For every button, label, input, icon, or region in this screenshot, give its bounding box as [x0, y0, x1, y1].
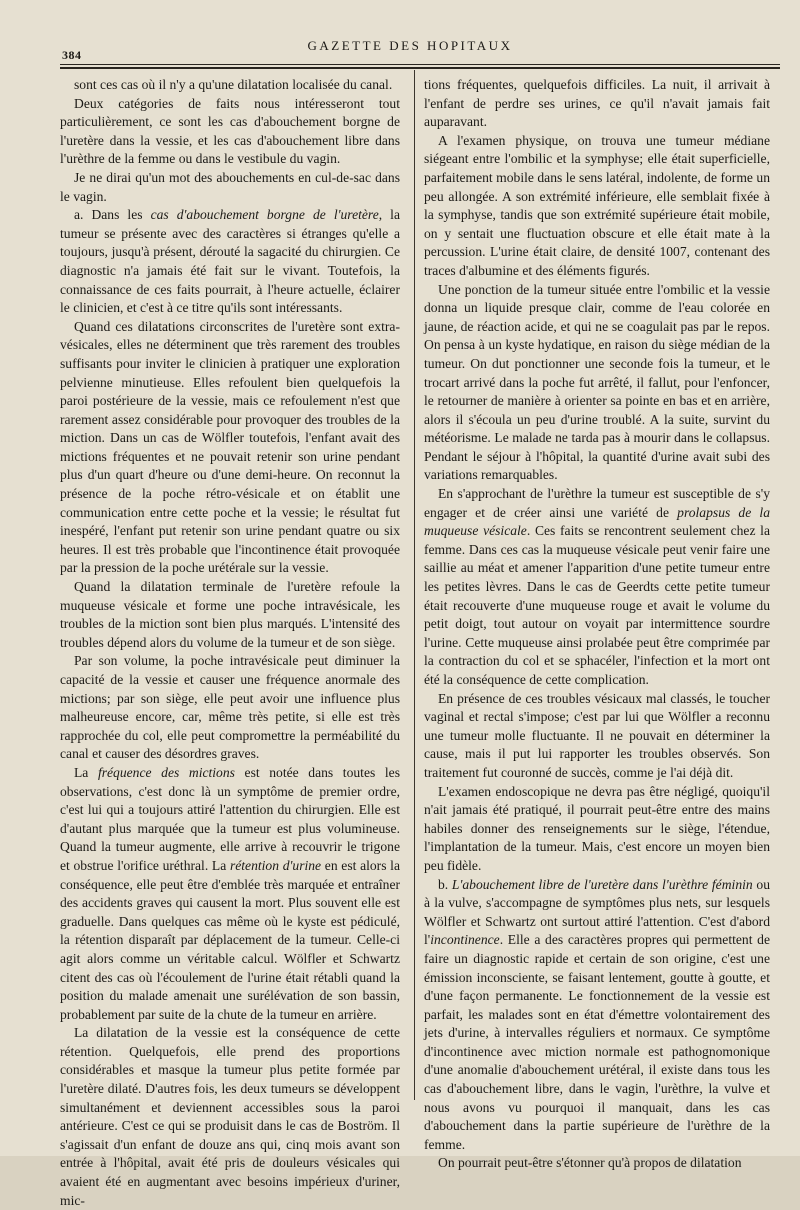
header-rule-thick — [60, 67, 780, 69]
paragraph-text: sont ces cas où il n'y a qu'une dilatation localisée du canal. — [74, 77, 393, 92]
paragraph-text: L'examen endoscopique ne devra pas être négligé, quoiqu'il n'ait jamais été pratiqué, il pourrait peut-être entre des mains habiles donner des renseignements sur le siège, l'étendue, l'implantation de la tumeur. Mais, c'est encore un moyen bien peu fidèle. — [424, 783, 770, 873]
paragraph — [424, 132, 770, 281]
paragraph-text: A l'examen physique, on trouva une tumeur médiane siégeant entre l'ombilic et la symphyse; elle était superficielle, parfaitement mobile dans le sens latéral, indolente, de forme un peu allongée. A son extrémité inférieure, elle semblait fixée à la symphyse, tandis que son extrémité supérieure était mobile, on y sentait une fluctuation obscure et elle était mate à la percussion. L'urine était claire, de densité 1007, contenant des traces d'albumine et des éléments figurés. — [424, 132, 770, 278]
paragraph-text: Quand ces dilatations circonscrites de l'uretère sont extra-vésicales, elles ne déterminent que très rarement des troubles suffisants pour inviter le clinicien à pratiquer une exploration pelvienne minutieuse. Elles refoulent bien quelquefois la paroi postérieure de la vessie, mais ce refoulement n'est que rarement assez considérable pour provoquer des troubles de la miction. Dans un cas de Wölfler toutefois, l'enfant avait des mictions fréquentes et ne pouvait retenir son urine pendant plus d'un quart d'heure ou d'une demi-heure. On reconnut la présence de la poche rétro-vésicale et on établit une communication entre cette poche et la vessie; le résultat fut inespéré, l'enfant put retenir son urine pendant quatre ou six heures. Il est très probable que l'incontinence était provoquée par la pression de la poche urétérale sur la vessie. — [60, 318, 400, 576]
paragraph — [424, 1154, 770, 1173]
italic-phrase: fréquence des mictions — [97, 764, 235, 780]
paragraph-text: Quand la dilatation terminale de l'uretère refoule la muqueuse vésicale et forme une poche intravésicale, les troubles de la miction sont bien plus marqués. L'intensité des troubles dépend alors du volume de la tumeur et de son siège. — [60, 579, 400, 650]
paragraph — [60, 76, 400, 95]
paragraph — [60, 578, 400, 652]
paragraph-text: La dilatation de la vessie est la conséquence de cette rétention. Quelquefois, elle prend des proportions considérables et masque la tumeur plus petite formée par l'uretère dilaté. D'autres fois, les deux tumeurs se développent simultanément et deviennent accessibles sous la paroi antérieure. C'est ce qui se produisit dans le cas de Boström. Il s'agissait d'un enfant de douze ans qui, cinq mois avant son entrée à l'hôpital, avait été pris de douleurs vésicales qui avaient été en augmentant avec besoins impérieux d'uriner, mic- — [60, 1025, 400, 1208]
italic-phrase: rétention d'urine — [229, 857, 322, 873]
paragraph-text: en est alors la conséquence, elle peut être d'emblée très marquée et entraîner des accidents graves qui causent la mort. Plus souvent elle est graduelle. Dans quelques cas même où le kyste est pédiculé, la rétention disparaît par déplacement de la tumeur. Celle-ci agit alors comme un véritable calcul. Wölfler et Schwartz citent des cas où l'écoulement de l'urine était rétabli quand la position du malade amenait une surélévation de son bassin, probablement par suite de la chute de la tumeur en arrière. — [60, 857, 400, 1022]
paragraph-text: Par son volume, la poche intravésicale peut diminuer la capacité de la vessie et causer une fréquence anormale des mictions; par son siège, elle peut avoir une influence plus malheureuse encore, car, même très petite, si elle est très rapprochée du col, elle peut compromettre la perméabilité du canal et causer des désordres graves. — [60, 653, 400, 762]
paragraph-text: tions fréquentes, quelquefois difficiles. La nuit, il arrivait à l'enfant de perdre ses urines, ce qu'il n'avait jamais fait auparavant. — [424, 77, 770, 130]
paragraph — [60, 1024, 400, 1210]
running-head: GAZETTE DES HOPITAUX — [307, 38, 513, 53]
paragraph-text: En s'approchant de l'urèthre la tumeur est susceptible de s'y engager et de créer ainsi une variété de — [424, 486, 770, 520]
paragraph-text: est notée dans toutes les observations, c'est donc là un symptôme de premier ordre, c'est lui qui a toujours attiré l'attention du chirurgien. Elle est d'autant plus marquée que la tumeur est plus volumineuse. Quand la tumeur augmente, elle arrive à recouvrir le trigone et obstrue l'orifice uréthral. La — [60, 764, 400, 873]
paragraph-text: La — [74, 764, 98, 780]
paragraph — [424, 281, 770, 486]
paragraph-text: Deux catégories de faits nous intéresseront tout particulièrement, ce sont les cas d'abouchement borgne de l'uretère dans la vessie, et les cas d'abouchement libre dans l'urèthre de la femme ou dans le vestibule du vagin. — [60, 95, 400, 167]
page-number: 384 — [62, 48, 82, 62]
paragraph — [60, 206, 400, 318]
paragraph-text: On pourrait peut-être s'étonner qu'à propos de dilatation — [438, 1155, 742, 1171]
italic-phrase: cas d'abouchement borgne de l'uretère — [150, 207, 379, 223]
paragraph-text: . Elle a des caractères propres qui permettent de faire un diagnostic rapide et certain de son origine, c'est une émission inconsciente, se faisant lentement, goutte à goutte, et d'une façon permanente. Le fonctionnement de la vessie est parfait, les malades sont en état d'émettre volontairement des jets d'urine, à intervalles réguliers et normaux. Ce symptôme d'incontinence avec miction normale est pathognomonique d'une anomalie d'abouchement urétéral, il existe dans tous les cas d'abouchement libre, dans le vagin, l'urèthre, la vulve et nous avons vu pourquoi il manquait, dans les cas d'abouchement dans la partie supérieure de l'urèthre de la femme. — [424, 932, 770, 1152]
paragraph — [424, 876, 770, 1155]
page-header — [60, 38, 760, 64]
paragraph-text: b. — [438, 876, 452, 892]
paragraph — [424, 485, 770, 690]
paragraph-text: Une ponction de la tumeur située entre l'ombilic et la vessie donna un liquide presque clair, comme de l'eau colorée en jaune, de réaction acide, et qui ne se coagulait pas par le repos. On pensa à un kyste hydatique, en raison du siège médian de la tumeur. On dut ponctionner une seconde fois la tumeur, et le trocart arrivé dans la poche fut arrêté, il fallut, pour l'enfoncer, le retourner de manière à orienter sa pointe en bas et en arrière, alors il s'écoula un peu d'urine troublé. A la suite, survint du météorisme. Le malade ne tarda pas à mourir dans le collapsus. Pendant le séjour à l'hôpital, la quantité d'urine avait subi des variations remarquables. — [424, 281, 770, 483]
paragraph-text: , la tumeur se présente avec des caractères si étranges qu'elle a toujours, jusqu'à présent, dérouté la sagacité du chirurgien. Ce diagnostic n'a jamais été fait sur le vivant. Toutefois, la connaissance de ces faits pourrait, à l'heure actuelle, éclairer le clinicien, et c'est à ce titre qu'ils sont intéressants. — [60, 207, 400, 316]
paragraph — [60, 652, 400, 764]
italic-phrase: L'abouchement libre de l'uretère dans l'urèthre féminin — [451, 876, 753, 892]
paragraph-text: En présence de ces troubles vésicaux mal classés, le toucher vaginal et rectal s'impose; c'est par lui que Wölfler a reconnu une tumeur molle fluctuante. Il ne pouvait en déterminer la cause, mais il put lui rapporter les troubles observés. Son traitement fut couronné de succès, comme je l'ai déjà dit. — [424, 690, 770, 780]
paragraph-text: . Ces faits se rencontrent seulement chez la femme. Dans ces cas la muqueuse vésicale peut venir faire une saillie au méat et amener l'apparition d'une petite tumeur entre les petites lèvres. Dans le cas de Geerdts cette petite tumeur était recouverte d'une muqueuse rouge et avait le volume du petit doigt, tout autour on voyait par intermittence sourdre l'urine. Cette muqueuse ainsi prolabée peut être comprimée par la contraction du col et se sphacéler, l'infection et la mort ont été la conséquence de cette complication. — [424, 523, 770, 687]
italic-phrase: incontinence — [430, 932, 500, 948]
paragraph-text: ou à la vulve, s'accompagne de symptômes plus nets, sur lesquels Wölfler et Schwartz ont surtout attiré l'attention. C'est d'abord l' — [424, 876, 770, 948]
paragraph — [60, 318, 400, 578]
paragraph-text: a. Dans les — [74, 207, 151, 223]
paragraph — [424, 76, 770, 132]
right-column — [424, 76, 770, 1173]
paragraph — [60, 169, 400, 206]
paragraph — [424, 690, 770, 783]
italic-phrase: prolapsus de la muqueuse vésicale — [424, 504, 770, 539]
column-divider — [414, 70, 415, 1100]
left-column — [60, 76, 400, 1210]
paragraph — [60, 95, 400, 169]
paragraph — [60, 764, 400, 1024]
paragraph — [424, 783, 770, 876]
header-rule — [60, 64, 780, 65]
paragraph-text: Je ne dirai qu'un mot des abouchements en cul-de-sac dans le vagin. — [60, 169, 400, 204]
